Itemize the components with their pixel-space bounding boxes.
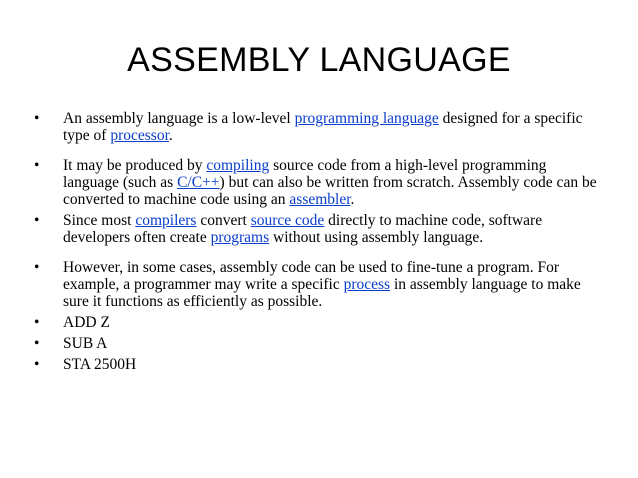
- bullet-text: STA 2500H: [63, 356, 137, 373]
- bullet-item-sub: [34, 335, 606, 352]
- bullet-item-add: [34, 314, 606, 331]
- bullet-text: ) but can also be written from scratch. Assembly code can be converted to machine code using an: [63, 174, 597, 208]
- bullet-item-fine-tune: [34, 259, 606, 310]
- bullet-dot: •: [34, 335, 40, 352]
- link-compilers[interactable]: compilers: [135, 212, 197, 229]
- bullet-dot: •: [34, 110, 40, 127]
- link-programs[interactable]: programs: [210, 229, 270, 246]
- bullet-dot: •: [34, 259, 40, 276]
- bullet-text: .: [350, 191, 355, 208]
- bullet-text: source code from a high-level programming language (such as: [63, 157, 547, 191]
- bullet-text: convert: [196, 212, 251, 229]
- slide-title: ASSEMBLY LANGUAGE: [127, 41, 511, 79]
- link-processor[interactable]: processor: [110, 127, 169, 144]
- bullet-item-compilers: [34, 212, 606, 246]
- bullet-dot: •: [34, 157, 40, 174]
- bullet-text: SUB A: [63, 335, 108, 352]
- bullet-item-sta: [34, 356, 606, 373]
- link-assembler[interactable]: assembler: [289, 191, 351, 208]
- link-programming-language[interactable]: programming language: [294, 110, 439, 127]
- link-compiling[interactable]: compiling: [206, 157, 270, 174]
- link-process[interactable]: process: [343, 276, 391, 293]
- bullet-list: [34, 110, 606, 373]
- bullet-dot: •: [34, 356, 40, 373]
- bullet-item-produced: [34, 157, 606, 208]
- bullet-text: without using assembly language.: [269, 229, 484, 246]
- bullet-text: However, in some cases, assembly code can be used to fine-tune a program. For example, a programmer may write a specific: [63, 259, 560, 293]
- bullet-text: It may be produced by: [63, 157, 207, 174]
- bullet-text: directly to machine code, software developers often create: [63, 212, 543, 246]
- bullet-text: An assembly language is a low-level: [63, 110, 295, 127]
- bullet-text: .: [168, 127, 173, 144]
- bullet-text: in assembly language to make sure it functions as efficiently as possible.: [63, 276, 581, 310]
- link-source-code[interactable]: source code: [250, 212, 325, 229]
- bullet-dot: •: [34, 212, 40, 229]
- bullet-text: designed for a specific type of: [63, 110, 583, 144]
- link-c-cpp[interactable]: C/C++: [177, 174, 220, 191]
- bullet-text: ADD Z: [63, 314, 110, 331]
- bullet-dot: •: [34, 314, 40, 331]
- bullet-text: Since most: [63, 212, 136, 229]
- bullet-item-definition: [34, 110, 606, 144]
